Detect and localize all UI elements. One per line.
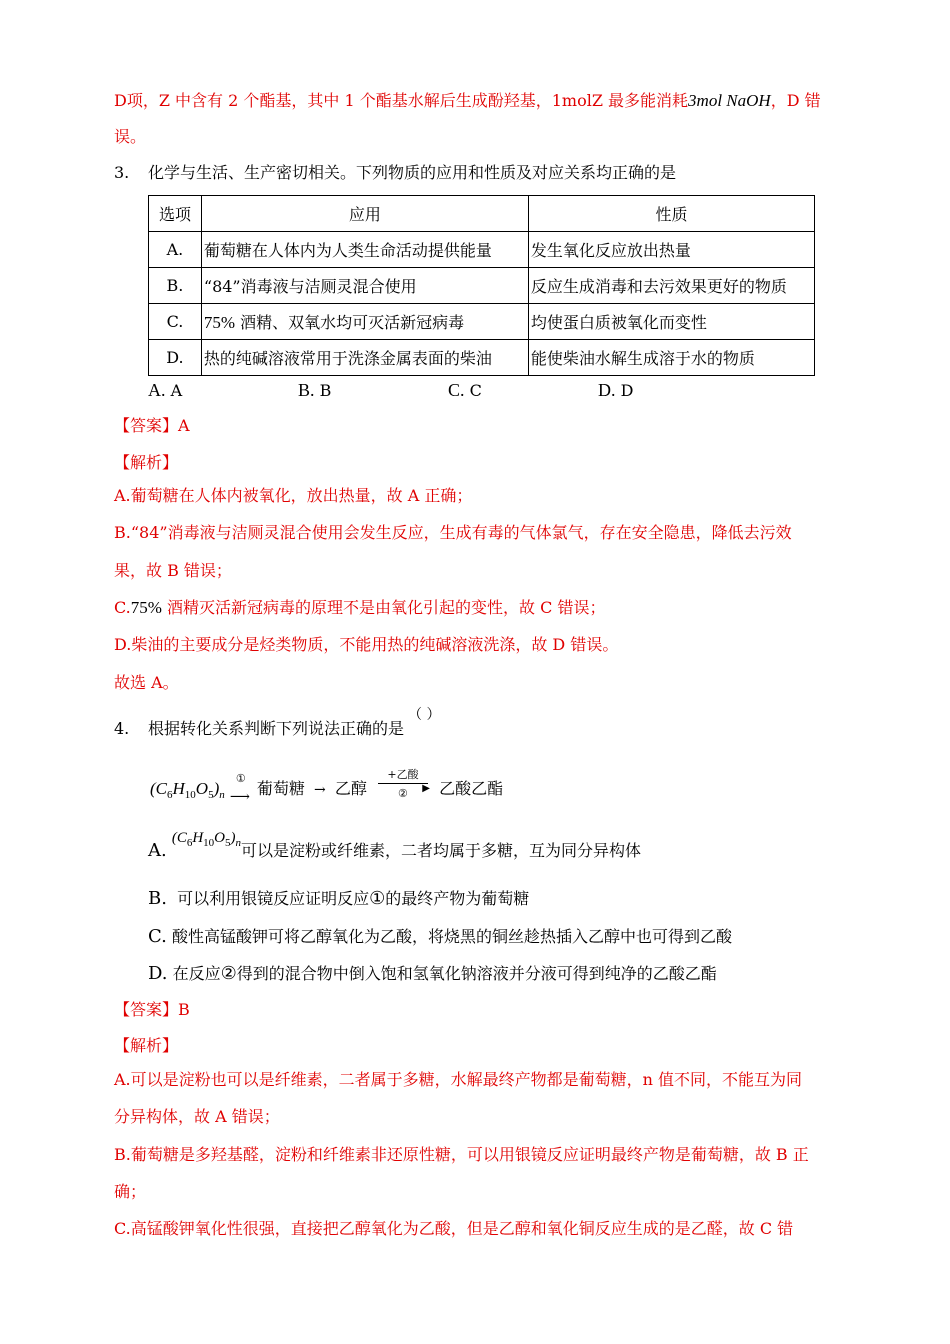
table-row: B. “84”消毒液与洁厕灵混合使用 反应生成消毒和去污效果更好的物质 bbox=[149, 268, 815, 304]
product-ethyl-acetate: 乙酸乙酯 bbox=[439, 779, 504, 798]
q4-scheme bbox=[150, 767, 504, 806]
prev-analysis-d-line1: D项，Z 中含有 2 个酯基，其中 1 个酯基水解后生成酚羟基，1molZ 最多能消耗3mol NaOH，D 错 bbox=[114, 91, 821, 110]
q3-analysis-line: 故选 A。 bbox=[114, 673, 179, 692]
math-3mol-naoh: 3mol NaOH bbox=[688, 91, 771, 110]
q3-choice-c[interactable]: C. C bbox=[448, 380, 482, 400]
q4-number: 4. bbox=[114, 719, 130, 738]
q3-analysis-title: 【解析】 bbox=[114, 453, 179, 472]
q3-number: 3. bbox=[114, 163, 130, 182]
q3-analysis-line: B.“84”消毒液与洁厕灵混合使用会发生反应，生成有毒的气体氯气，存在安全隐患，降低去污效 bbox=[114, 523, 792, 542]
header-option: 选项 bbox=[149, 196, 202, 232]
q3-analysis-line: 果，故 B 错误； bbox=[114, 561, 232, 580]
product-glucose: 葡萄糖 bbox=[256, 779, 305, 798]
q3-choice-a[interactable]: A. A bbox=[148, 380, 183, 400]
math-75-percent: 75% bbox=[130, 598, 162, 617]
q4-analysis-line: C.高锰酸钾氧化性很强，直接把乙醇氧化为乙酸，但是乙醇和氧化铜反应生成的是乙醛，故 C 错 bbox=[114, 1219, 794, 1238]
q3-answer: 【答案】A bbox=[114, 416, 190, 435]
math-75-percent: 75% bbox=[203, 313, 236, 332]
q3-choice-b[interactable]: B. B bbox=[298, 380, 332, 400]
header-use: 应用 bbox=[201, 196, 528, 232]
table-header-row bbox=[149, 196, 815, 232]
q3-analysis-line: A.葡萄糖在人体内被氧化，放出热量，故 A 正确； bbox=[114, 486, 473, 505]
prev-analysis-d-line2: 误。 bbox=[114, 127, 147, 146]
q3-options-table bbox=[148, 195, 815, 376]
q4-stem: 根据转化关系判断下列说法正确的是 bbox=[148, 719, 405, 738]
table-row: A. 葡萄糖在人体内为人类生命活动提供能量 发生氧化反应放出热量 bbox=[149, 232, 815, 268]
arrow-2-icon: → bbox=[314, 782, 326, 798]
q4-analysis-line: 确； bbox=[114, 1182, 147, 1201]
formula-polysaccharide: $(C_6H_{10}O_5)_n$ bbox=[171, 830, 242, 849]
q4-option-c[interactable]: C. 酸性高锰酸钾可将乙醇氧化为乙酸，将烧黑的铜丝趁热插入乙醇中也可得到乙酸 bbox=[148, 926, 732, 947]
arrow-1: ① ⟶ bbox=[229, 771, 250, 805]
q4-answer: 【答案】B bbox=[114, 1000, 190, 1019]
q3-choice-d[interactable]: D. D bbox=[598, 380, 634, 400]
product-ethanol: 乙醇 bbox=[334, 779, 367, 798]
q3-stem: 化学与生活、生产密切相关。下列物质的应用和性质及对应关系均正确的是 bbox=[148, 163, 677, 182]
q4-analysis-line: 分异构体，故 A 错误； bbox=[114, 1107, 280, 1126]
header-property: 性质 bbox=[528, 196, 814, 232]
q4-analysis-line: A.可以是淀粉也可以是纤维素，二者属于多糖，水解最终产物都是葡萄糖，n 值不同，不能互为同 bbox=[114, 1070, 803, 1089]
formula-polysaccharide: $(C_6H_{10}O_5)_n$ bbox=[150, 779, 225, 801]
q4-paren: （ ） bbox=[408, 707, 441, 723]
q4-option-d[interactable]: D. 在反应②得到的混合物中倒入饱和氢氧化钠溶液并分液可得到纯净的乙酸乙酯 bbox=[148, 963, 717, 984]
q3-analysis-c: C.75% 酒精灭活新冠病毒的原理不是由氧化引起的变性，故 C 错误； bbox=[114, 598, 606, 617]
table-row: C. 75% 酒精、双氧水均可灭活新冠病毒 均使蛋白质被氧化而变性 bbox=[149, 304, 815, 340]
q3-analysis-line: D.柴油的主要成分是烃类物质，不能用热的纯碱溶液洗涤，故 D 错误。 bbox=[114, 635, 619, 654]
q4-option-b[interactable]: B. 可以利用银镜反应证明反应①的最终产物为葡萄糖 bbox=[148, 888, 530, 909]
q4-analysis-title: 【解析】 bbox=[114, 1036, 179, 1055]
arrow-3: +乙酸 ▶ ② bbox=[378, 779, 428, 801]
table-row: D. 热的纯碱溶液常用于洗涤金属表面的柴油 能使柴油水解生成溶于水的物质 bbox=[149, 340, 815, 376]
q4-option-a[interactable]: A. $(C_6H_{10}O_5)_n$可以是淀粉或纤维素，二者均属于多糖，互为同分异构体 bbox=[148, 830, 642, 861]
q4-analysis-line: B.葡萄糖是多羟基醛，淀粉和纤维素非还原性糖，可以用银镜反应证明最终产物是葡萄糖，故 B 正 bbox=[114, 1145, 809, 1164]
